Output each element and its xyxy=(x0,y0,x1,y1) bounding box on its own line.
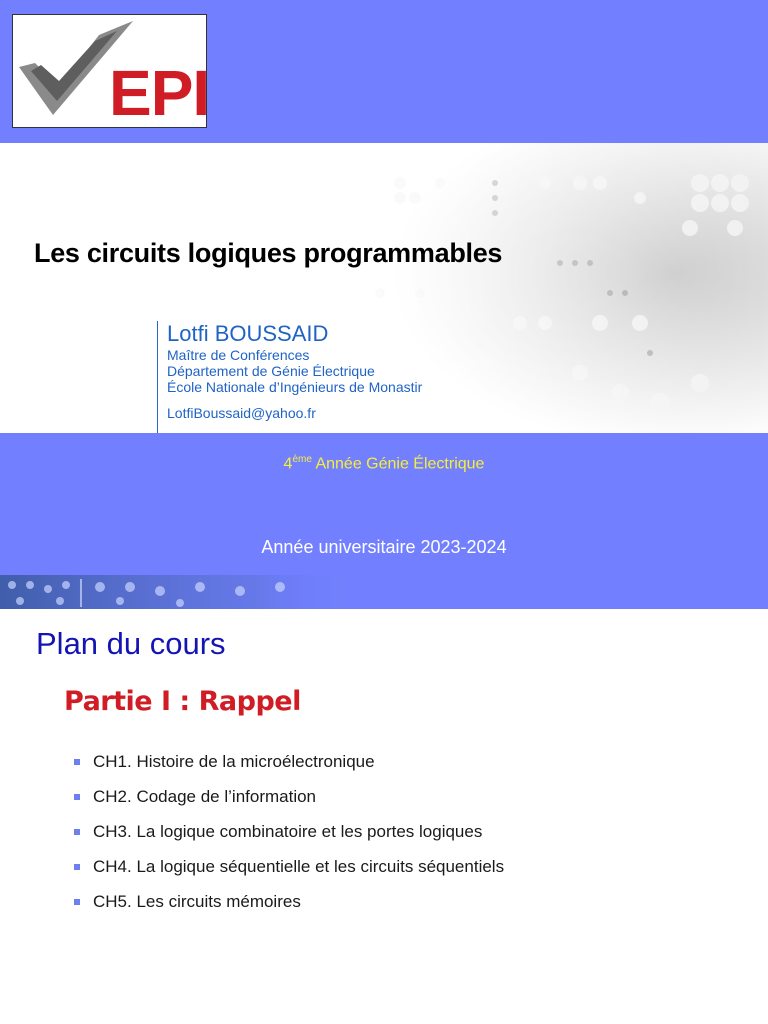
level-superscript: ème xyxy=(292,454,312,465)
list-item xyxy=(74,752,504,787)
bullet-icon xyxy=(74,829,80,835)
presentation-title: Les circuits logiques programmables xyxy=(34,238,503,268)
plan-heading: Plan du cours xyxy=(36,626,226,661)
list-item xyxy=(74,857,504,892)
chapter-label: CH2. Codage de l’information xyxy=(93,787,317,806)
bullet-icon xyxy=(74,794,80,800)
bullet-icon xyxy=(74,759,80,765)
chapter-label: CH3. La logique combinatoire et les portes logiques xyxy=(93,822,483,841)
bullet-icon xyxy=(74,864,80,870)
epi-logo xyxy=(12,14,210,129)
study-level xyxy=(0,454,768,473)
chapter-list xyxy=(74,752,504,927)
list-item xyxy=(74,892,504,927)
author-school: École Nationale d’Ingénieurs de Monastir xyxy=(167,379,423,395)
bullet-icon xyxy=(74,899,80,905)
level-number: 4 xyxy=(283,455,293,473)
circuit-strip-image xyxy=(0,575,360,609)
author-department: Département de Génie Électrique xyxy=(167,363,375,379)
author-email[interactable]: LotfiBoussaid@yahoo.fr xyxy=(167,405,316,421)
logo-text: EPI xyxy=(109,57,210,129)
author-name: Lotfi BOUSSAID xyxy=(167,321,329,346)
part-heading: Partie I : Rappel xyxy=(64,686,301,717)
author-block xyxy=(157,321,422,433)
level-text: Année Génie Électrique xyxy=(311,455,485,473)
chapter-label: CH5. Les circuits mémoires xyxy=(93,892,301,911)
chapter-label: CH1. Histoire de la microélectronique xyxy=(93,752,375,771)
author-role: Maître de Conférences xyxy=(167,347,310,363)
academic-year: Année universitaire 2023-2024 xyxy=(261,537,507,557)
list-item xyxy=(74,822,504,857)
list-item xyxy=(74,787,504,822)
chapter-label: CH4. La logique séquentielle et les circuits séquentiels xyxy=(93,857,505,876)
title-band xyxy=(0,143,768,433)
